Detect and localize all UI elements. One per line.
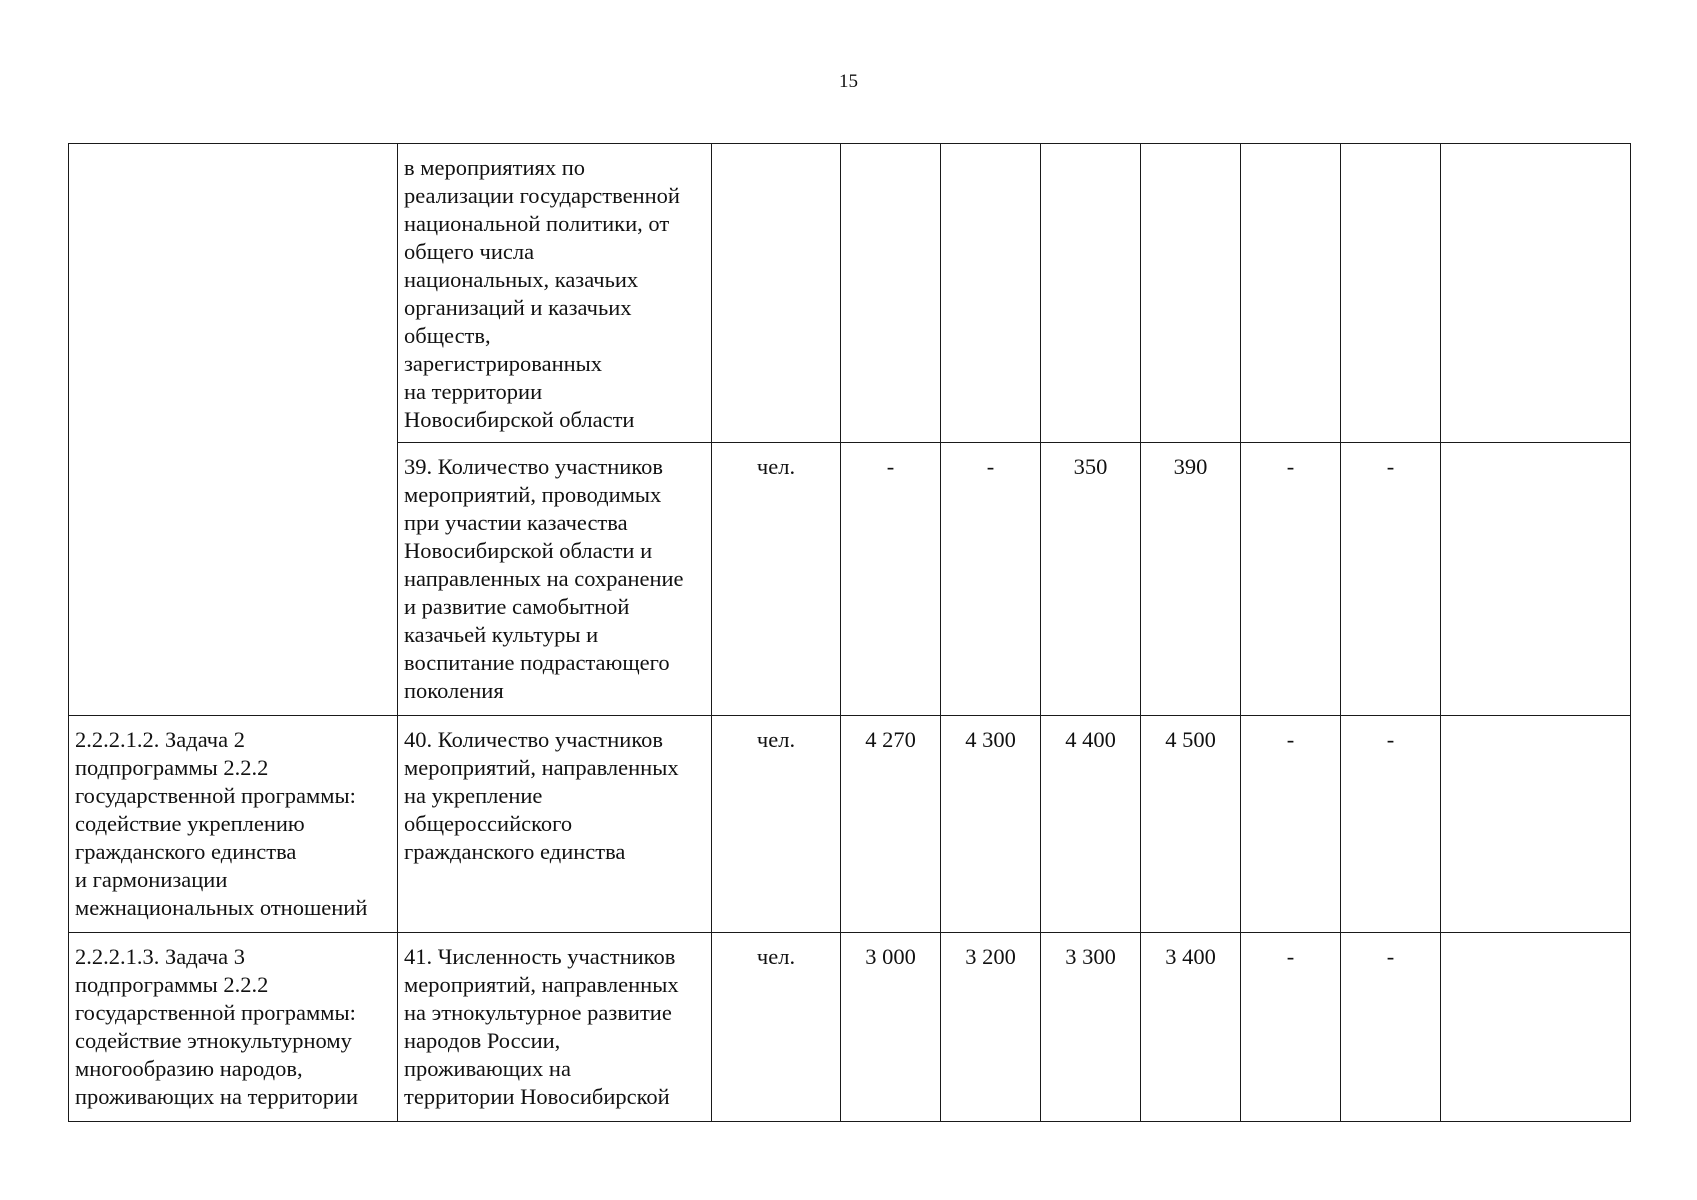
value-cell: - bbox=[941, 443, 1041, 716]
value-cell: 350 bbox=[1041, 443, 1141, 716]
value-cell bbox=[941, 144, 1041, 443]
value-cell bbox=[841, 144, 941, 443]
value-cell: - bbox=[1341, 443, 1441, 716]
value-cell: 3 200 bbox=[941, 933, 1041, 1122]
task-cell bbox=[69, 933, 398, 1122]
indicator-text: 40. Количество участников мероприятий, направленных на укрепление общероссийского гражданского единства bbox=[404, 727, 679, 864]
unit-cell: чел. bbox=[712, 443, 841, 716]
value-cell: - bbox=[1341, 716, 1441, 933]
task-text: 2.2.2.1.2. Задача 2 подпрограммы 2.2.2 государственной программы: содействие укреплению гражданского единства и гармонизации межнациональных отношений bbox=[75, 727, 368, 920]
value-cell: 4 300 bbox=[941, 716, 1041, 933]
value-cell: 390 bbox=[1141, 443, 1241, 716]
value-cell: - bbox=[1241, 443, 1341, 716]
indicator-table bbox=[68, 143, 1631, 1122]
unit-cell: чел. bbox=[712, 716, 841, 933]
task-text: 2.2.2.1.3. Задача 3 подпрограммы 2.2.2 государственной программы: содействие этнокультурному многообразию народов, проживающих на территории bbox=[75, 944, 359, 1109]
indicator-cell bbox=[398, 144, 712, 443]
note-cell bbox=[1441, 933, 1631, 1122]
indicator-cell bbox=[398, 716, 712, 933]
value-cell: - bbox=[1241, 933, 1341, 1122]
value-cell bbox=[1141, 144, 1241, 443]
unit-cell: чел. bbox=[712, 933, 841, 1122]
value-cell: 4 400 bbox=[1041, 716, 1141, 933]
value-cell: - bbox=[1241, 716, 1341, 933]
value-cell: 3 400 bbox=[1141, 933, 1241, 1122]
value-cell: 4 500 bbox=[1141, 716, 1241, 933]
unit-cell bbox=[712, 144, 841, 443]
indicator-cell bbox=[398, 933, 712, 1122]
page-number: 15 bbox=[839, 71, 858, 92]
value-cell: - bbox=[841, 443, 941, 716]
value-cell: - bbox=[1341, 933, 1441, 1122]
table-row bbox=[69, 933, 1631, 1122]
indicator-text: 39. Количество участников мероприятий, проводимых при участии казачества Новосибирской области и направленных на сохранение и развитие самобытной казачьей культуры и воспитание подрастающего поколения bbox=[404, 454, 684, 703]
value-cell: 3 300 bbox=[1041, 933, 1141, 1122]
table-row bbox=[69, 144, 1631, 443]
value-cell: 3 000 bbox=[841, 933, 941, 1122]
value-cell bbox=[1341, 144, 1441, 443]
note-cell bbox=[1441, 144, 1631, 443]
note-cell bbox=[1441, 443, 1631, 716]
table-row bbox=[69, 716, 1631, 933]
indicator-text: 41. Численность участников мероприятий, направленных на этнокультурное развитие народов России, проживающих на территории Новосибирской bbox=[404, 944, 679, 1109]
indicator-cell bbox=[398, 443, 712, 716]
value-cell bbox=[1241, 144, 1341, 443]
value-cell bbox=[1041, 144, 1141, 443]
task-cell bbox=[69, 144, 398, 716]
note-cell bbox=[1441, 716, 1631, 933]
value-cell: 4 270 bbox=[841, 716, 941, 933]
indicator-text: в мероприятиях по реализации государственной национальной политики, от общего числа национальных, казачьих организаций и казачьих обществ, зарегистрированных на территории Новосибирской области bbox=[404, 155, 680, 432]
task-cell bbox=[69, 716, 398, 933]
